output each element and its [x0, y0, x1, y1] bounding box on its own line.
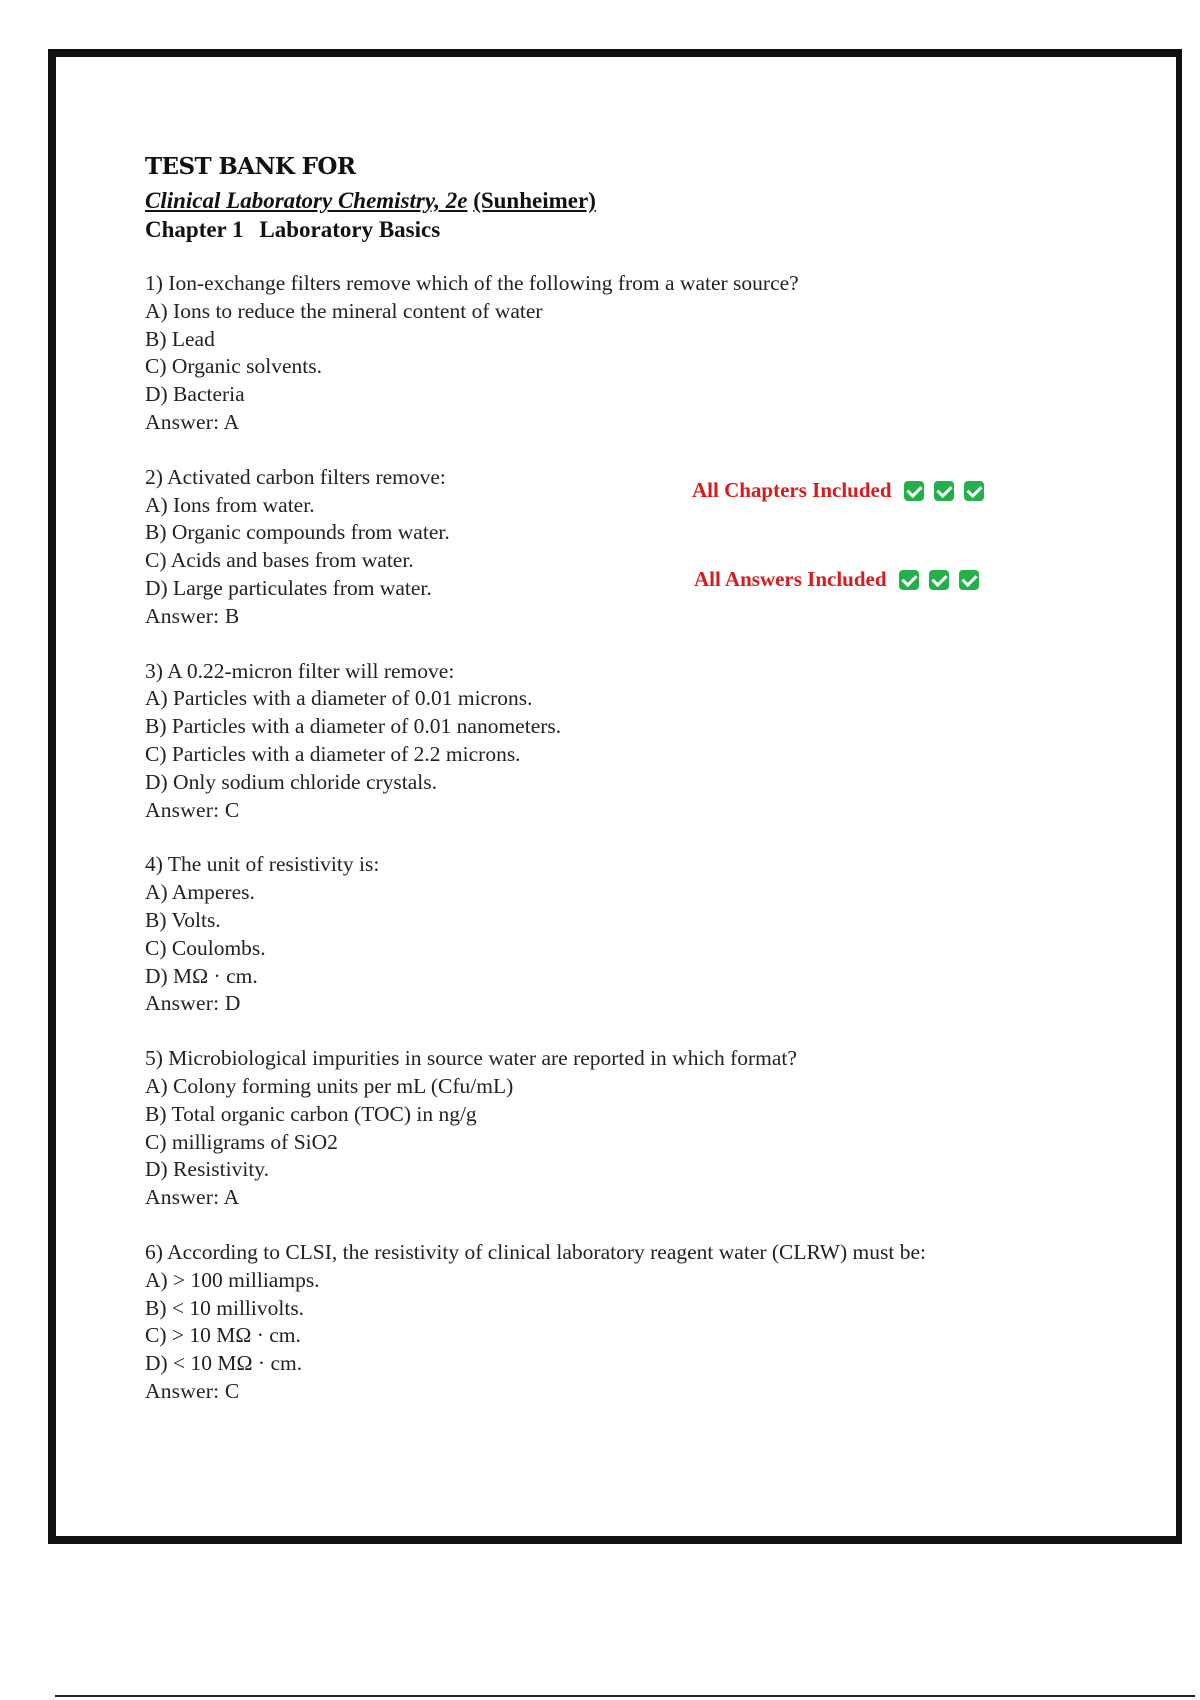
answer-key: Answer: C — [145, 797, 240, 822]
document-body — [145, 148, 1045, 1433]
badge-label: All Chapters Included — [692, 478, 892, 502]
answer-option: B) Particles with a diameter of 0.01 nanometers. — [145, 714, 562, 739]
answer-option: D) MΩ · cm. — [145, 963, 258, 988]
question-6 — [145, 1239, 1045, 1406]
book-citation — [145, 186, 1045, 216]
document-title: TEST BANK FOR — [145, 153, 356, 180]
answer-option: D) Resistivity. — [145, 1157, 270, 1182]
question-4 — [145, 851, 1045, 1018]
question-stem: 3) A 0.22-micron filter will remove: — [145, 658, 455, 683]
answer-option: C) Organic solvents. — [145, 354, 322, 379]
chapter-heading — [145, 216, 1045, 244]
check-box-icon — [904, 481, 924, 501]
badge-all-chapters — [692, 478, 994, 503]
answer-option: C) Particles with a diameter of 2.2 microns. — [145, 741, 521, 766]
check-box-icon — [964, 481, 984, 501]
check-box-icon — [929, 570, 949, 590]
chapter-title: Laboratory Basics — [259, 217, 441, 242]
question-5 — [145, 1045, 1045, 1212]
answer-option: A) Ions to reduce the mineral content of water — [145, 298, 543, 323]
answer-key: Answer: B — [145, 603, 240, 628]
question-3 — [145, 658, 1045, 825]
answer-option: B) Total organic carbon (TOC) in ng/g — [145, 1101, 477, 1126]
chapter-number: Chapter 1 — [145, 217, 244, 242]
question-stem: 1) Ion-exchange filters remove which of the following from a water source? — [145, 271, 799, 295]
book-author: (Sunheimer) — [473, 188, 596, 213]
badge-all-answers — [694, 567, 989, 592]
answer-option: B) Organic compounds from water. — [145, 520, 450, 545]
question-list — [145, 270, 1045, 1406]
question-stem: 4) The unit of resistivity is: — [145, 852, 380, 877]
answer-option: C) > 10 MΩ · cm. — [145, 1323, 301, 1348]
answer-option: A) Ions from water. — [145, 492, 315, 517]
answer-key: Answer: A — [145, 409, 240, 434]
answer-option: D) Only sodium chloride crystals. — [145, 769, 437, 794]
footer-divider — [55, 1695, 1195, 1697]
check-box-icon — [959, 570, 979, 590]
answer-option: C) Acids and bases from water. — [145, 548, 414, 573]
answer-option: A) Particles with a diameter of 0.01 microns. — [145, 686, 533, 711]
check-box-icon — [899, 570, 919, 590]
answer-option: D) Bacteria — [145, 382, 245, 407]
answer-key: Answer: D — [145, 991, 241, 1016]
answer-key: Answer: C — [145, 1378, 240, 1403]
answer-option: B) Lead — [145, 326, 215, 351]
question-stem: 6) According to CLSI, the resistivity of clinical laboratory reagent water (CLRW) must be: — [145, 1239, 926, 1264]
answer-option: A) Amperes. — [145, 880, 255, 905]
answer-option: B) Volts. — [145, 907, 221, 932]
check-box-icon — [934, 481, 954, 501]
question-1 — [145, 270, 1045, 437]
answer-option: C) milligrams of SiO2 — [145, 1129, 338, 1154]
badge-label: All Answers Included — [694, 567, 887, 591]
question-stem: 2) Activated carbon filters remove: — [145, 464, 446, 489]
answer-option: B) < 10 millivolts. — [145, 1295, 305, 1320]
answer-option: D) Large particulates from water. — [145, 575, 432, 600]
answer-option: A) > 100 milliamps. — [145, 1267, 320, 1292]
answer-option: D) < 10 MΩ · cm. — [145, 1351, 303, 1376]
answer-option: C) Coulombs. — [145, 935, 266, 960]
answer-key: Answer: A — [145, 1185, 240, 1210]
book-title: Clinical Laboratory Chemistry, 2e — [145, 188, 468, 213]
answer-option: A) Colony forming units per mL (Cfu/mL) — [145, 1073, 514, 1098]
question-stem: 5) Microbiological impurities in source water are reported in which format? — [145, 1046, 797, 1071]
